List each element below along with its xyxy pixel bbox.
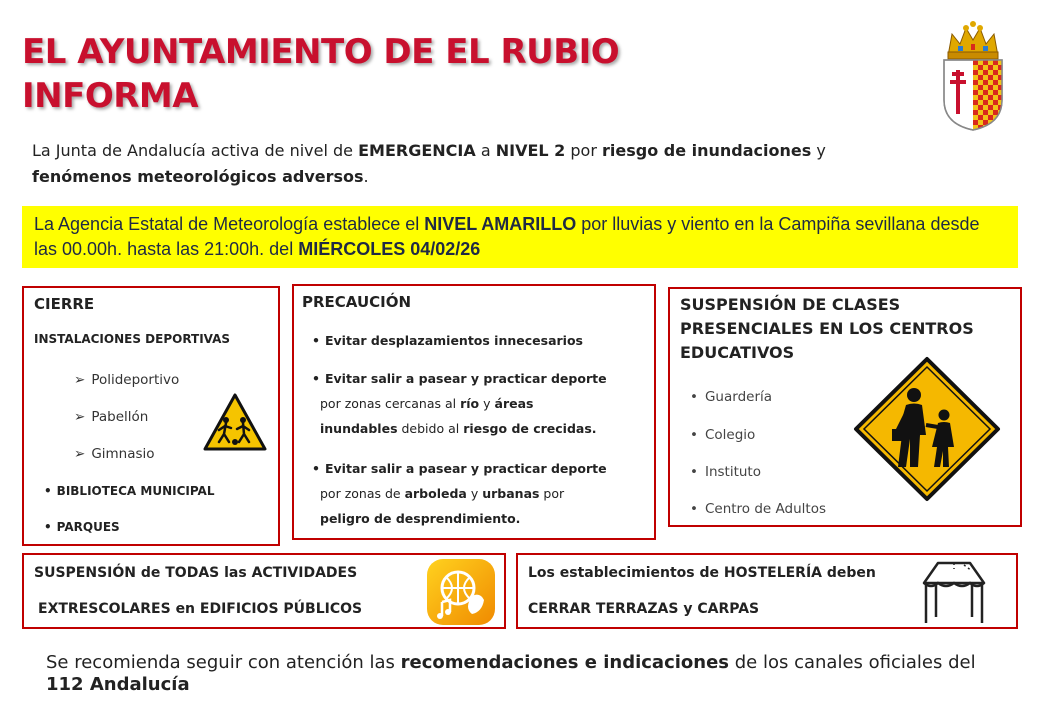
aemet-notice: La Agencia Estatal de Meteorología establece el NIVEL AMARILLO por lluvias y viento en la Campiña sevillana desde las 00.00h. hasta las 21:00h. del MIÉRCOLES 04/02/26 <box>22 206 1018 268</box>
extracurricular-line-2: EXTRESCOLARES en EDIFICIOS PÚBLICOS <box>38 601 363 617</box>
school-crossing-sign-icon <box>852 355 1002 503</box>
extracurricular-line-1: SUSPENSIÓN de TODAS las ACTIVIDADES <box>34 565 358 581</box>
list-item: • Colegio <box>690 427 755 443</box>
page-title <box>22 30 619 118</box>
list-item: • Evitar salir a pasear y practicar deporte por zonas de arboleda y urbanas por peligro de desprendimiento. <box>312 461 607 526</box>
school-suspension-panel <box>668 287 1022 527</box>
hospitality-line-2: CERRAR TERRAZAS y CARPAS <box>528 601 760 617</box>
intro-paragraph: La Junta de Andalucía activa de nivel de EMERGENCIA a NIVEL 2 por riesgo de inundaciones y fenómenos meteorológicos adversos. <box>32 141 826 186</box>
caution-panel <box>292 284 656 540</box>
list-item: ➢ Polideportivo <box>74 372 179 388</box>
caution-heading: PRECAUCIÓN <box>302 293 412 311</box>
activities-icon <box>424 556 498 628</box>
school-suspension-heading: SUSPENSIÓN DE CLASES PRESENCIALES EN LOS CENTROS EDUCATIVOS <box>680 295 974 362</box>
hospitality-panel <box>516 553 1018 629</box>
list-item: ➢ Pabellón <box>74 409 148 425</box>
sports-facilities-heading: INSTALACIONES DEPORTIVAS <box>34 332 231 346</box>
extracurricular-panel <box>22 553 506 629</box>
closure-panel <box>22 286 280 546</box>
title-line-1: EL AYUNTAMIENTO DE EL RUBIO <box>22 32 620 72</box>
list-item: • Evitar desplazamientos innecesarios <box>312 333 583 348</box>
closure-heading: CIERRE <box>34 295 95 313</box>
list-item: • Guardería <box>690 389 772 405</box>
list-item: • Centro de Adultos <box>690 501 826 517</box>
list-item: • BIBLIOTECA MUNICIPAL <box>44 484 215 498</box>
children-playing-sign-icon <box>202 392 268 452</box>
list-item: ➢ Gimnasio <box>74 446 155 462</box>
hospitality-line-1: Los establecimientos de HOSTELERÍA deben <box>528 565 876 581</box>
tent-icon <box>914 557 994 627</box>
list-item: • PARQUES <box>44 520 120 534</box>
footer-recommendation: Se recomienda seguir con atención las recomendaciones e indicaciones de los canales oficiales del 112 Andalucía <box>46 652 976 695</box>
list-item: • Instituto <box>690 464 761 480</box>
list-item: • Evitar salir a pasear y practicar deporte por zonas cercanas al río y áreas inundables debido al riesgo de crecidas. <box>312 371 607 436</box>
town-crest-icon <box>938 20 1008 132</box>
title-line-2: INFORMA <box>22 76 199 116</box>
